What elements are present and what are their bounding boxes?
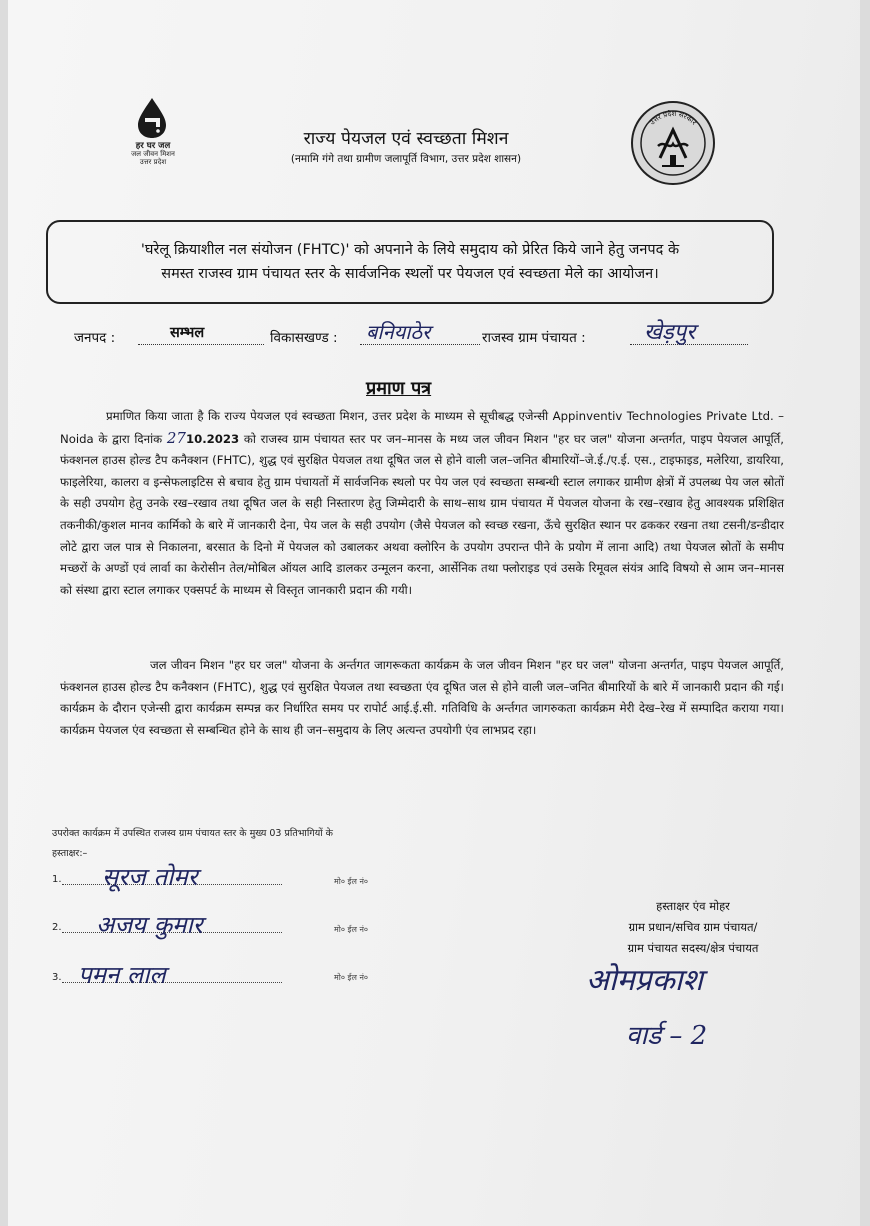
logo-line1: हर घर जल [135,141,171,151]
official-line-2: ग्राम प्रधान/सचिव ग्राम पंचायत/ [628,920,758,934]
mobile-label: मो० ईल नं० [334,925,369,934]
mission-title: राज्य पेयजल एवं स्वच्छता मिशन [303,129,509,149]
date-month-year: 10.2023 [185,431,240,446]
district-label: जनपद : [74,330,116,346]
banner-line-1: 'घरेलू क्रियाशील नल संयोजन (FHTC)' को अपनाने के लिये समुदाय को प्रेरित किये जाने हेतु जनपद के [140,242,680,258]
ward-number: वार्ड – 2 [626,1021,708,1051]
para1-part-b: को राजस्व ग्राम पंचायत स्तर पर जन–मानस के मध्य जल जीवन मिशन "हर घर जल" योजना अन्तर्गत, पाइप पेयजल आपूर्ति, फंक्शनल हाउस होल्ड टैप कनैक्शन (FHTC), शुद्ध एवं सुरक्षित पेयजल तथा दूषित जल से होने वाली जल–जनित बीमारियों–जे.ई./ए.ई. एस., टाइफाइड, मलेरिया, डायरिया, फाइलेरिया, कालरा व इन्सेफलाइटिस से बचाव हेतु ग्राम पंचायतों में सार्वजनिक स्थलो पर पेय जल एवं स्वच्छता सम्बन्धी स्टाल लगाकर ग्रामीण क्षेत्रों में उपलब्ध पेय जल स्रोतों के सही उपयोग हेतु उनके रख–रखाव तथा दूषित जल के सही निस्तारण हेतु जिम्मेदारी के साथ–साथ ग्राम पंचायत में पेयजल योजना के रख–रखाव हेतु आवश्यक प्रशिक्षित तकनीकी/कुशल मानव कार्मिको के बारे में जानकारी देना, पेय जल के सही उपयोग (जैसे पेयजल को स्वच्छ रखना, ऊँचे सुरक्षित स्थान पर ढककर रखना तथा टसनी/डन्डीदार लोटे द्वारा जल पात्र से निकालना, बरसात के दिनो में पेयजल को उबालकर अथवा क्लोरिन के उपयोग उपरान्त पीने के प्रयोग में लाना आदि) तथा पेयजल स्रोतों के समीप मच्छरों के अण्डों एवं लार्वा का केरोसीन तेल/मोबिल ऑयल आदि डालकर उन्मूलन करना, आर्सेनिक तथा फ्लोराइड एवं उसके रिमूवल संयंत्र आदि विषयो से आम जन–मानस को संस्था द्वारा स्टाल लगाकर एक्सपर्ट के माध्यम से विस्तृत जानकारी प्रदान की गयी। [60,431,785,597]
certificate-paragraph-2: जल जीवन मिशन "हर घर जल" योजना के अर्न्तगत जागरूकता कार्यक्रम के जल जीवन मिशन "हर घर जल" योजना अन्तर्गत, पाइप पेयजल आपूर्ति, फंक्शनल हाउस होल्ड टैप कनैक्शन (FHTC), शुद्ध एवं सुरक्षित पेयजल तथा स्वच्छता एंव दूषित जल से होने वाली जल–जनित बीमारियों के बारे में जानकारी प्रदान की गई। कार्यक्रम के दौरान एजेन्सी द्वारा कार्यक्रम सम्पन्न कर निर्धारित समय पर रापोर्ट आई.ई.सी. गतिविधि के अर्न्तगत जागरुकता कार्यक्रम मेरी देख–रेख में सम्पादित कराया गया। कार्यक्रम पेयजल एंव स्वच्छता से सम्बन्धित होने के साथ ही जन–समुदाय के लिए अत्यन्त उपयोगी एंव लाभप्रद रहा। [60,658,784,737]
official-sign-block [568,896,818,959]
mobile-label: मो० ईल नं० [334,973,369,982]
logo-line3: उत्तर प्रदेश [139,158,167,166]
seal-text: उत्तर प्रदेश सरकार [648,109,698,127]
up-government-seal [630,100,716,186]
certificate-page [8,0,860,1226]
participant-signature: पमन लाल [78,961,166,989]
block-label: विकासखण्ड : [270,330,338,346]
participant-signature: अजय कुमार [96,911,203,939]
participant-number: 3. [52,972,62,983]
block-value: बनियाठेर [366,320,431,344]
para1-part-a: प्रमाणित किया जाता है कि राज्य पेयजल एवं स्वच्छता मिशन, उत्तर प्रदेश के माध्यम से सूचीबद्ध एजेन्सी Appinventiv Technologies Private Ltd. – Noida के द्वारा दिनांक [60,409,784,446]
panchayat-label: राजस्व ग्राम पंचायत : [482,330,586,346]
district-value: सम्भल [170,325,205,341]
logo-line2: जल जीवन मिशन [131,150,175,158]
participants-intro: उपरोक्त कार्यक्रम में उपस्थित राजस्व ग्राम पंचायत स्तर के मुख्य 03 प्रतिभागियों के [52,828,333,839]
date-day-handwritten: 27 [166,428,186,447]
event-banner [46,220,774,304]
panchayat-value: खेड़पुर [644,320,696,345]
official-signature: ओमप्रकाश [586,963,703,998]
participant-number: 1. [52,874,62,885]
participants-sign-label: हस्ताक्षर:– [52,848,88,859]
banner-line-2: समस्त राजस्व ग्राम पंचायत स्तर के सार्वजनिक स्थलों पर पेयजल एवं स्वच्छता मेले का आयोजन। [161,266,659,282]
official-line-3: ग्राम पंचायत सदस्य/क्षेत्र पंचायत [627,941,759,955]
certificate-paragraph-1 [60,406,784,601]
participant-signature: सूरज तोमर [102,863,198,891]
water-drop-icon [134,96,170,140]
mission-subtitle: (नमामि गंगे तथा ग्रामीण जलापूर्ति विभाग, उत्तर प्रदेश शासन) [290,153,522,165]
participant-number: 2. [52,922,62,933]
mobile-label: मो० ईल नं० [334,877,369,886]
har-ghar-jal-logo [118,96,188,176]
certificate-heading: प्रमाण पत्र [366,378,432,399]
official-line-1: हस्ताक्षर एंव मोहर [656,899,730,913]
